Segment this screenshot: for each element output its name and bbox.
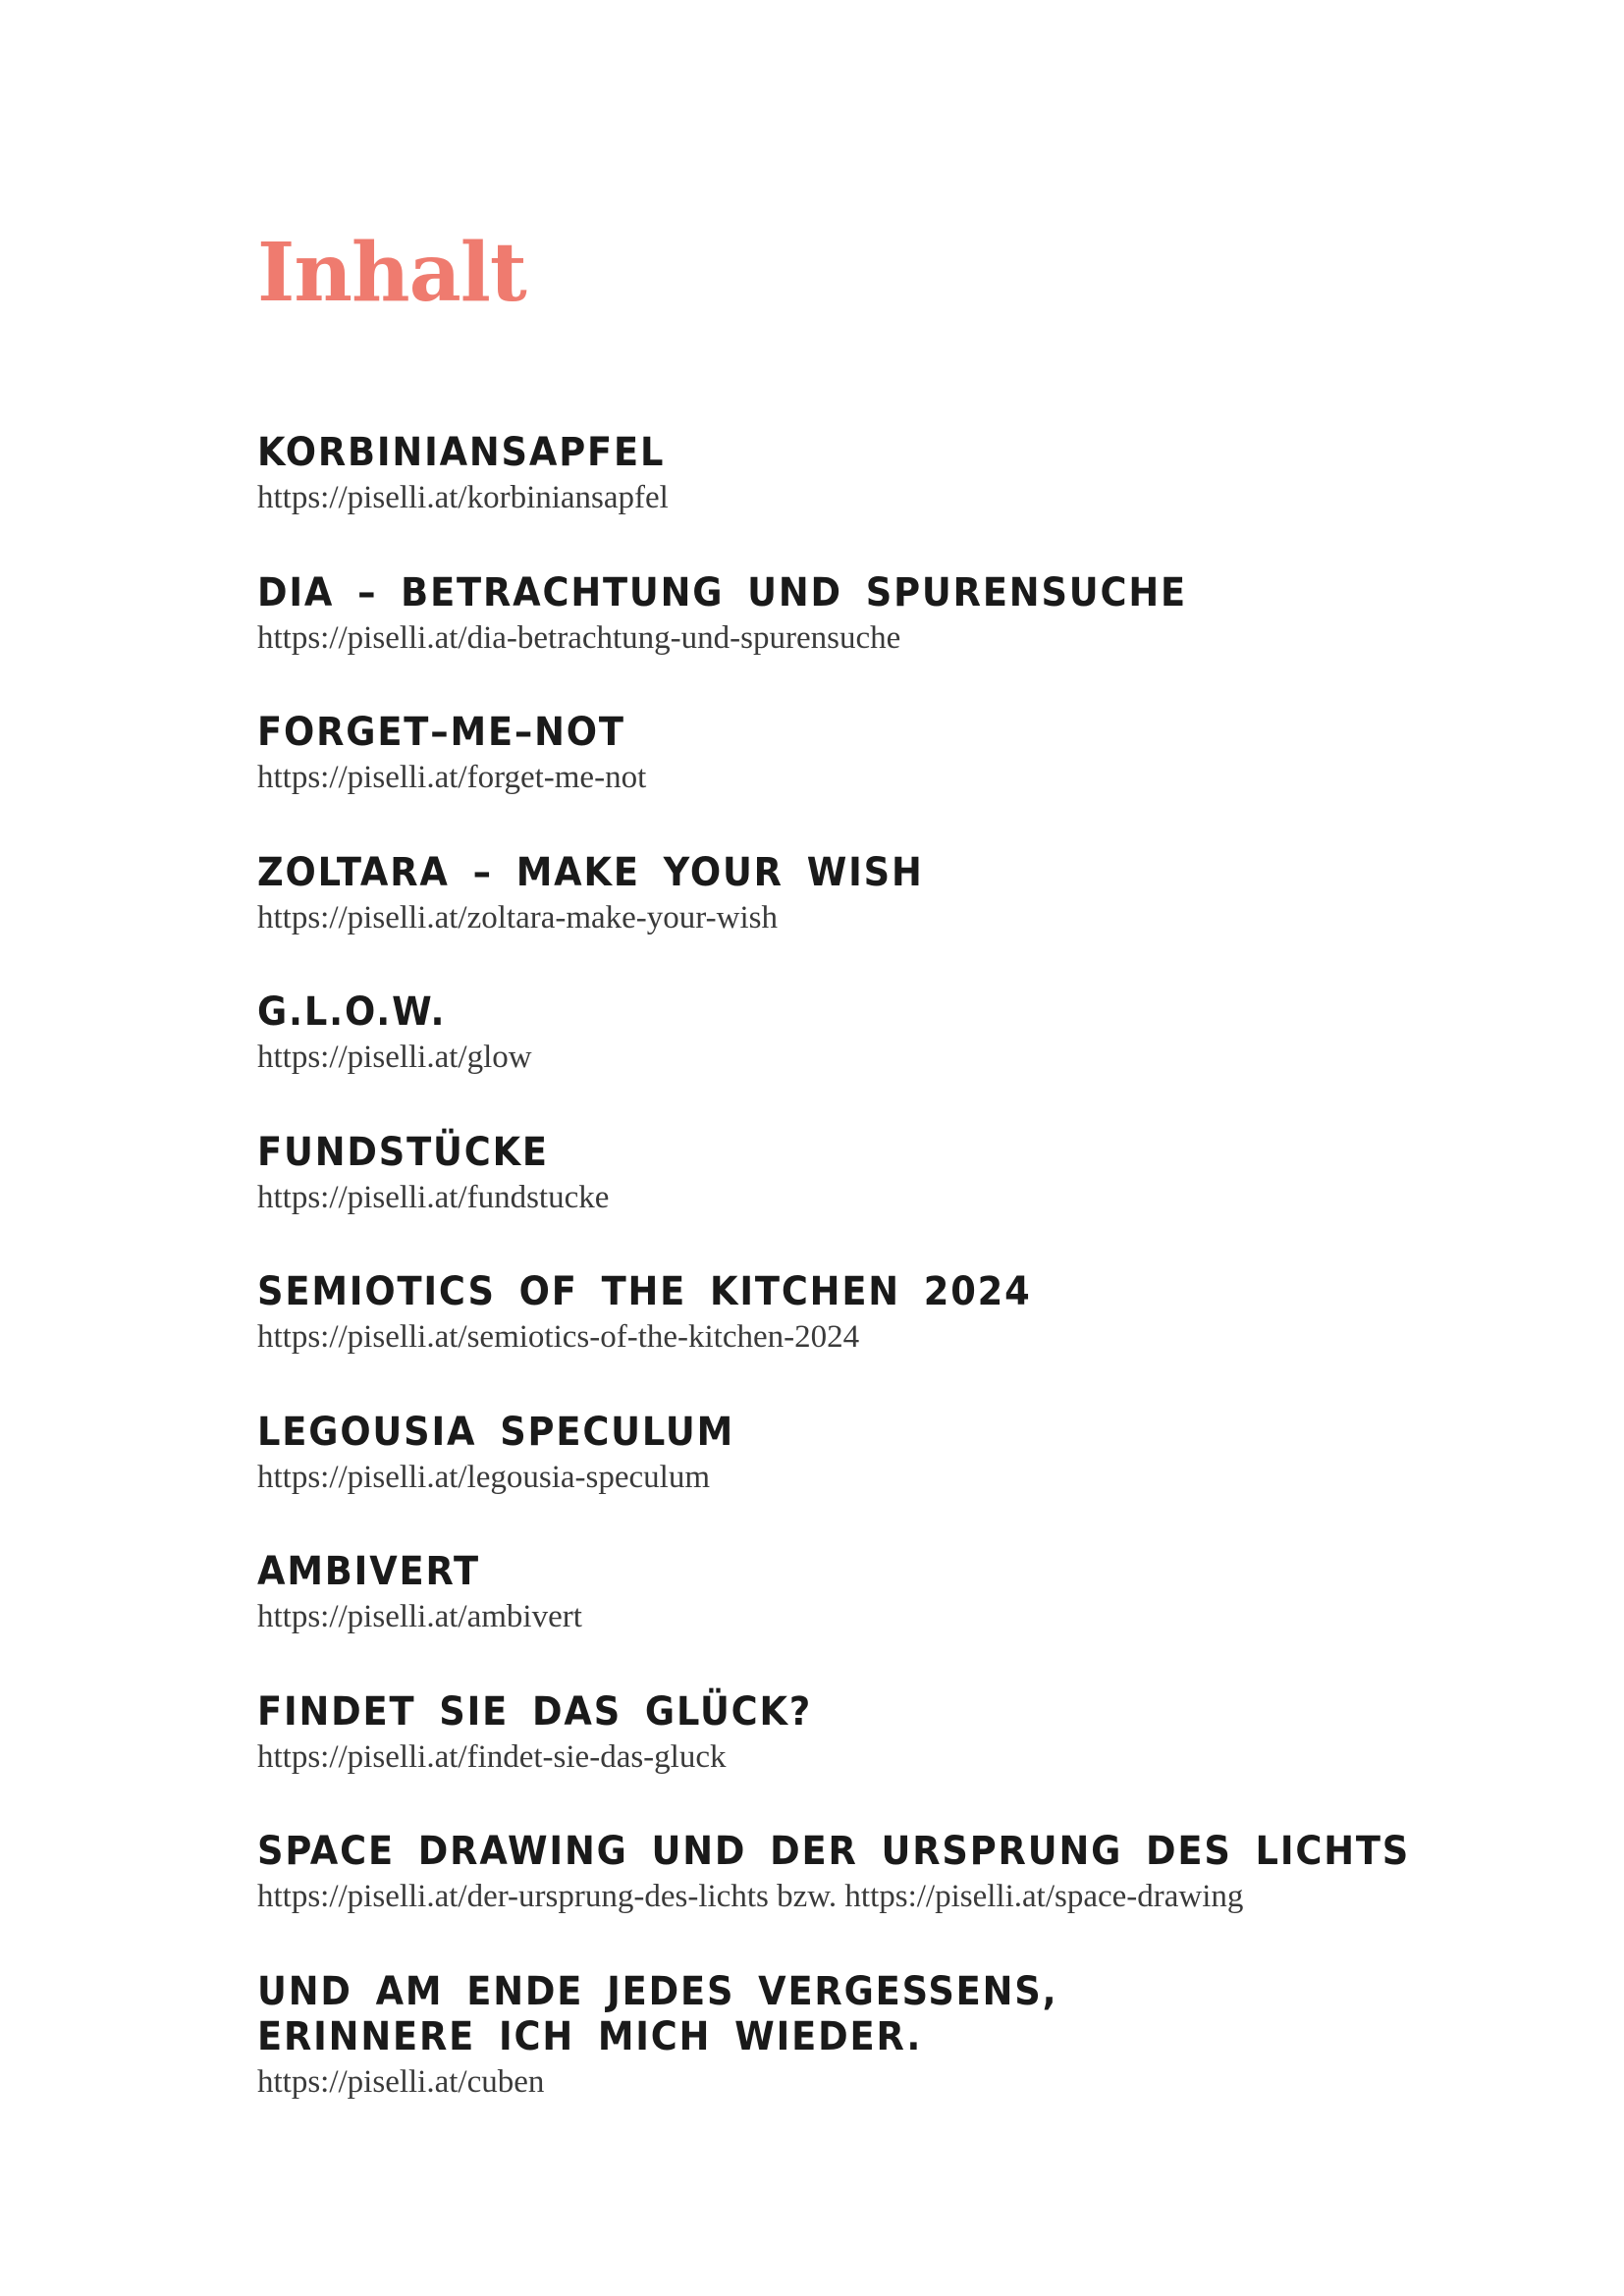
entry-heading: LEGOUSIA SPECULUM xyxy=(257,1409,735,1455)
contents-entry xyxy=(257,1829,1534,1969)
entry-heading: FINDET SIE DAS GLÜCK? xyxy=(257,1688,813,1735)
contents-entry xyxy=(257,850,1534,990)
contents-entry xyxy=(257,1130,1534,1270)
entry-url: https://piselli.at/legousia-speculum xyxy=(257,1459,711,1495)
contents-entry xyxy=(257,570,1534,711)
entry-heading: SEMIOTICS OF THE KITCHEN 2024 xyxy=(257,1269,1032,1314)
contents-entry xyxy=(257,1689,1534,1830)
entry-heading: G.L.O.W. xyxy=(257,989,447,1035)
entry-heading: FUNDSTÜCKE xyxy=(257,1129,549,1175)
contents-entry xyxy=(257,710,1534,850)
entry-heading: KORBINIANSAPFEL xyxy=(257,430,666,475)
entry-heading: ZOLTARA – MAKE YOUR WISH xyxy=(257,849,924,895)
entry-url: https://piselli.at/ambivert xyxy=(257,1599,582,1634)
contents-entry xyxy=(257,1410,1534,1550)
entry-heading: FORGET–ME–NOT xyxy=(257,710,625,755)
entry-url: https://piselli.at/der-ursprung-des-lichts bzw. https://piselli.at/space-drawing xyxy=(257,1879,1244,1914)
entry-url: https://piselli.at/zoltara-make-your-wish xyxy=(257,899,778,935)
entry-url: https://piselli.at/fundstucke xyxy=(257,1179,610,1215)
entry-url: https://piselli.at/cuben xyxy=(257,2063,545,2100)
entry-url: https://piselli.at/semiotics-of-the-kitchen-2024 xyxy=(257,1319,860,1355)
entry-heading: DIA – BETRACHTUNG UND SPURENSUCHE xyxy=(257,569,1187,615)
contents-entry xyxy=(257,1269,1534,1410)
entry-url: https://piselli.at/glow xyxy=(257,1040,532,1075)
contents-list xyxy=(257,430,1534,2126)
page-title: Inhalt xyxy=(257,226,526,320)
contents-entry xyxy=(257,989,1534,1130)
contents-entry xyxy=(257,1969,1534,2126)
entry-url: https://piselli.at/dia-betrachtung-und-spurensuche xyxy=(257,619,901,656)
contents-entry xyxy=(257,430,1534,570)
entry-url: https://piselli.at/korbiniansapfel xyxy=(257,480,669,515)
entry-url: https://piselli.at/forget-me-not xyxy=(257,760,647,795)
entry-url: https://piselli.at/findet-sie-das-gluck xyxy=(257,1738,727,1775)
contents-entry xyxy=(257,1549,1534,1689)
entry-heading: AMBIVERT xyxy=(257,1549,480,1594)
entry-heading: SPACE DRAWING UND DER URSPRUNG DES LICHTS xyxy=(257,1829,1411,1874)
entry-heading: UND AM ENDE JEDES VERGESSENS, ERINNERE ICH MICH WIEDER. xyxy=(257,1968,1058,2059)
